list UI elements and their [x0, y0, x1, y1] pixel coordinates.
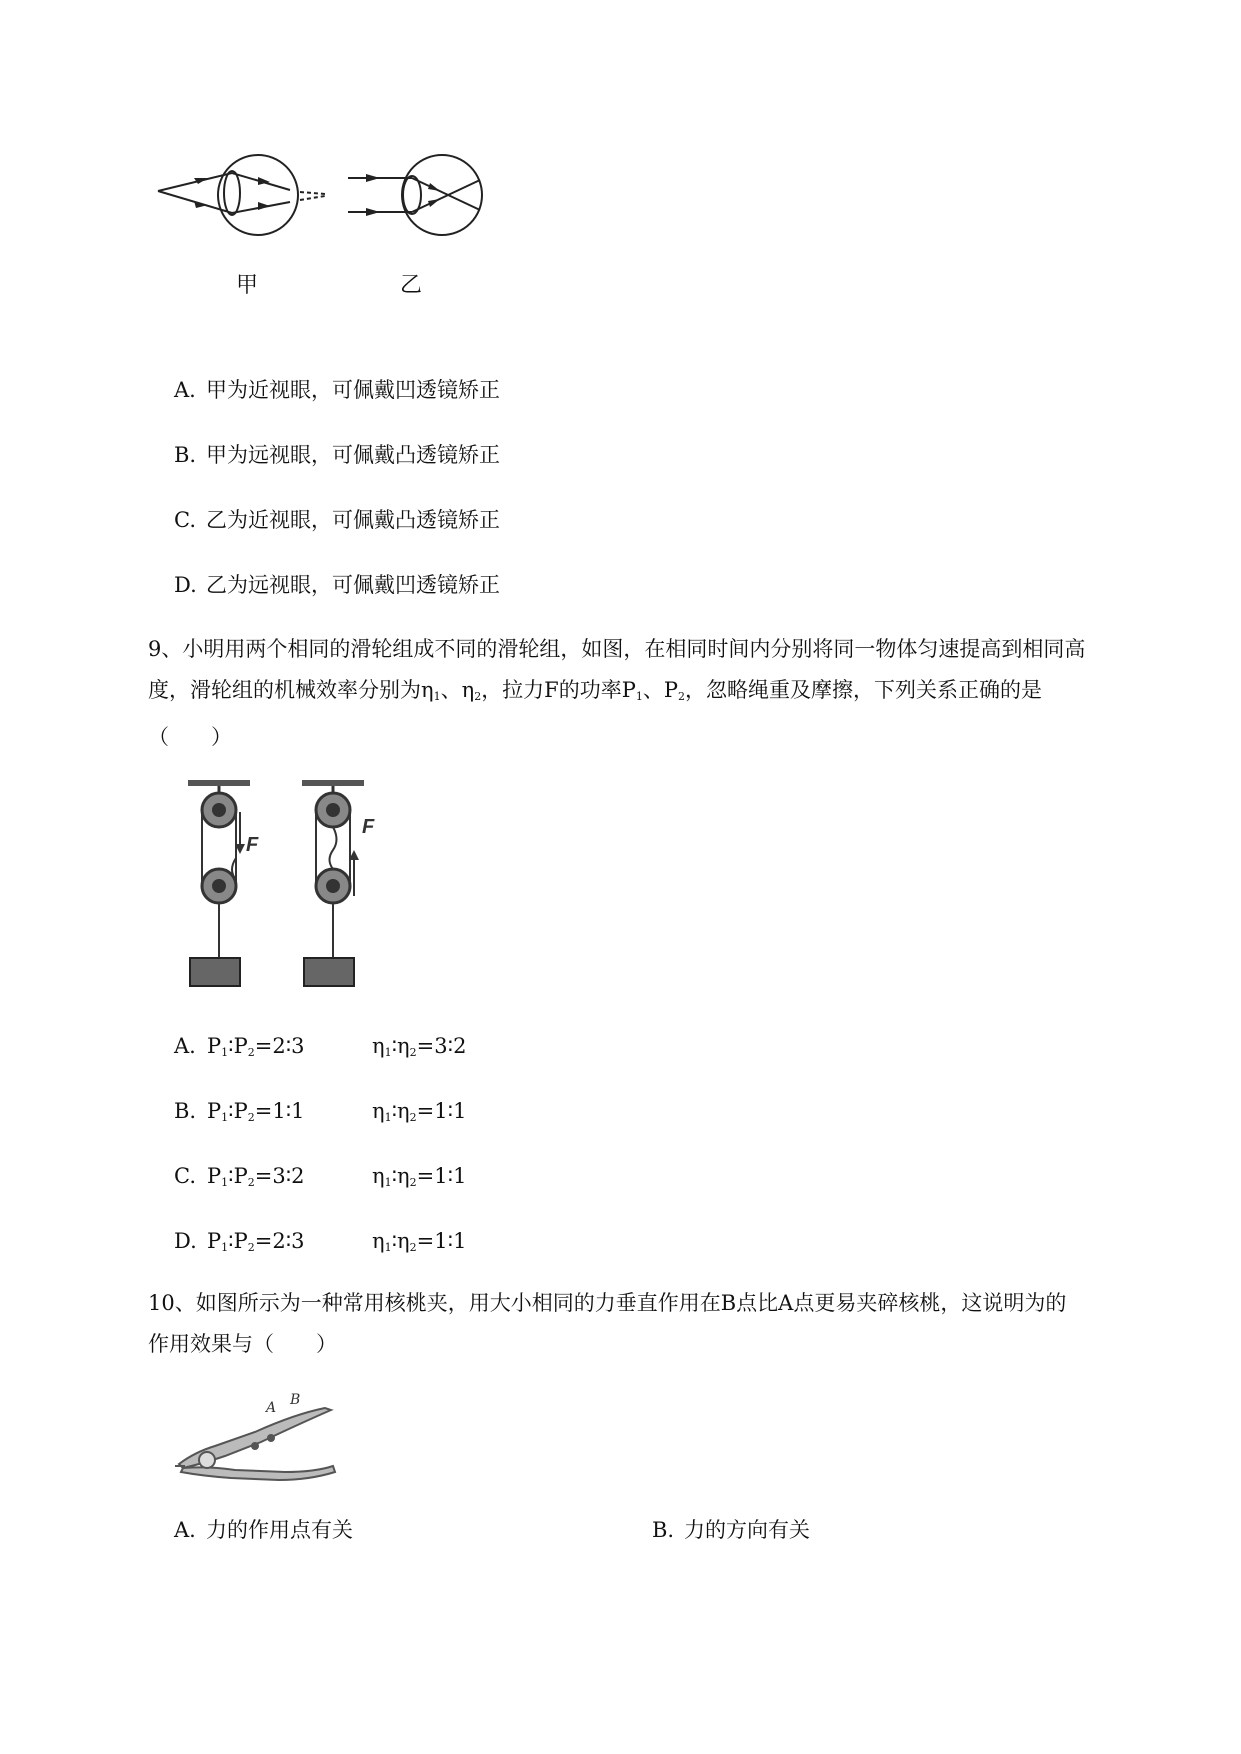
option-text: 乙为近视眼，可佩戴凸透镜矫正 — [206, 508, 500, 532]
eyeball-yi — [402, 155, 482, 235]
option-text: 甲为远视眼，可佩戴凸透镜矫正 — [206, 443, 500, 467]
option-letter: B. — [174, 1099, 197, 1123]
q9-line-1: 9、小明用两个相同的滑轮组成不同的滑轮组，如图，在相同时间内分别将同一物体匀速提高到相同高 — [148, 637, 1086, 661]
option-letter: B. — [652, 1518, 675, 1542]
point-label-b: B — [290, 1392, 301, 1408]
weight-right — [304, 958, 354, 986]
lens-jia — [224, 171, 240, 215]
q9-line-3: （ ） — [148, 725, 232, 749]
option-text: 力的方向有关 — [684, 1518, 810, 1542]
option-letter: C. — [174, 1164, 196, 1188]
force-label-right: F — [362, 816, 375, 838]
option-letter: D. — [174, 573, 197, 597]
power-ratio: $P_1∶P_2=2∶3$ — [207, 1034, 305, 1059]
q8-option-c[interactable] — [174, 506, 500, 534]
pulley-figure — [180, 780, 390, 990]
option-text: 乙为远视眼，可佩戴凹透镜矫正 — [206, 573, 500, 597]
q8-option-d[interactable] — [174, 571, 500, 599]
q9-line-2: 度，滑轮组的机械效率分别为$\eta_1$、$\eta_2$，拉力F的功率$P_1$、$P_2$，忽略绳重及摩擦，下列关系正确的是 — [148, 678, 1043, 703]
efficiency-ratio: $\eta_1∶\eta_2=1∶1$ — [372, 1164, 467, 1189]
option-letter: D. — [174, 1229, 197, 1253]
q10-line-1: 10、如图所示为一种常用核桃夹，用大小相同的力垂直作用在B点比A点更易夹碎核桃，这说明为的 — [148, 1291, 1067, 1315]
option-letter: A. — [174, 378, 196, 402]
q10-line-2: 作用效果与（ ） — [148, 1332, 337, 1356]
efficiency-ratio: $\eta_1∶\eta_2=1∶1$ — [372, 1099, 467, 1124]
option-text: 力的作用点有关 — [206, 1518, 353, 1542]
option-text: 甲为近视眼，可佩戴凹透镜矫正 — [206, 378, 500, 402]
q8-option-a[interactable] — [174, 376, 500, 404]
q9-stem — [148, 629, 1085, 758]
figure-label-jia: 甲 — [236, 273, 259, 298]
power-ratio: $P_1∶P_2=2∶3$ — [207, 1229, 305, 1254]
option-letter: C. — [174, 508, 196, 532]
power-ratio: $P_1∶P_2=3∶2$ — [207, 1164, 305, 1189]
eyeball-jia — [218, 155, 298, 235]
efficiency-ratio: $\eta_1∶\eta_2=1∶1$ — [372, 1229, 467, 1254]
q8-option-b[interactable] — [174, 441, 500, 469]
q10-option-a[interactable] — [174, 1516, 353, 1544]
nutcracker-figure — [175, 1392, 345, 1482]
force-label-left: F — [246, 834, 259, 856]
eye-diagram-figure — [150, 150, 490, 300]
option-letter: A. — [174, 1518, 196, 1542]
option-letter: B. — [174, 443, 197, 467]
q10-stem — [148, 1283, 1066, 1365]
weight-left — [190, 958, 240, 986]
figure-label-yi: 乙 — [400, 273, 423, 298]
efficiency-ratio: $\eta_1∶\eta_2=3∶2$ — [372, 1034, 467, 1059]
point-label-a: A — [266, 1400, 277, 1416]
option-letter: A. — [174, 1034, 196, 1058]
power-ratio: $P_1∶P_2=1∶1$ — [207, 1099, 305, 1124]
q10-option-b[interactable] — [652, 1516, 810, 1544]
